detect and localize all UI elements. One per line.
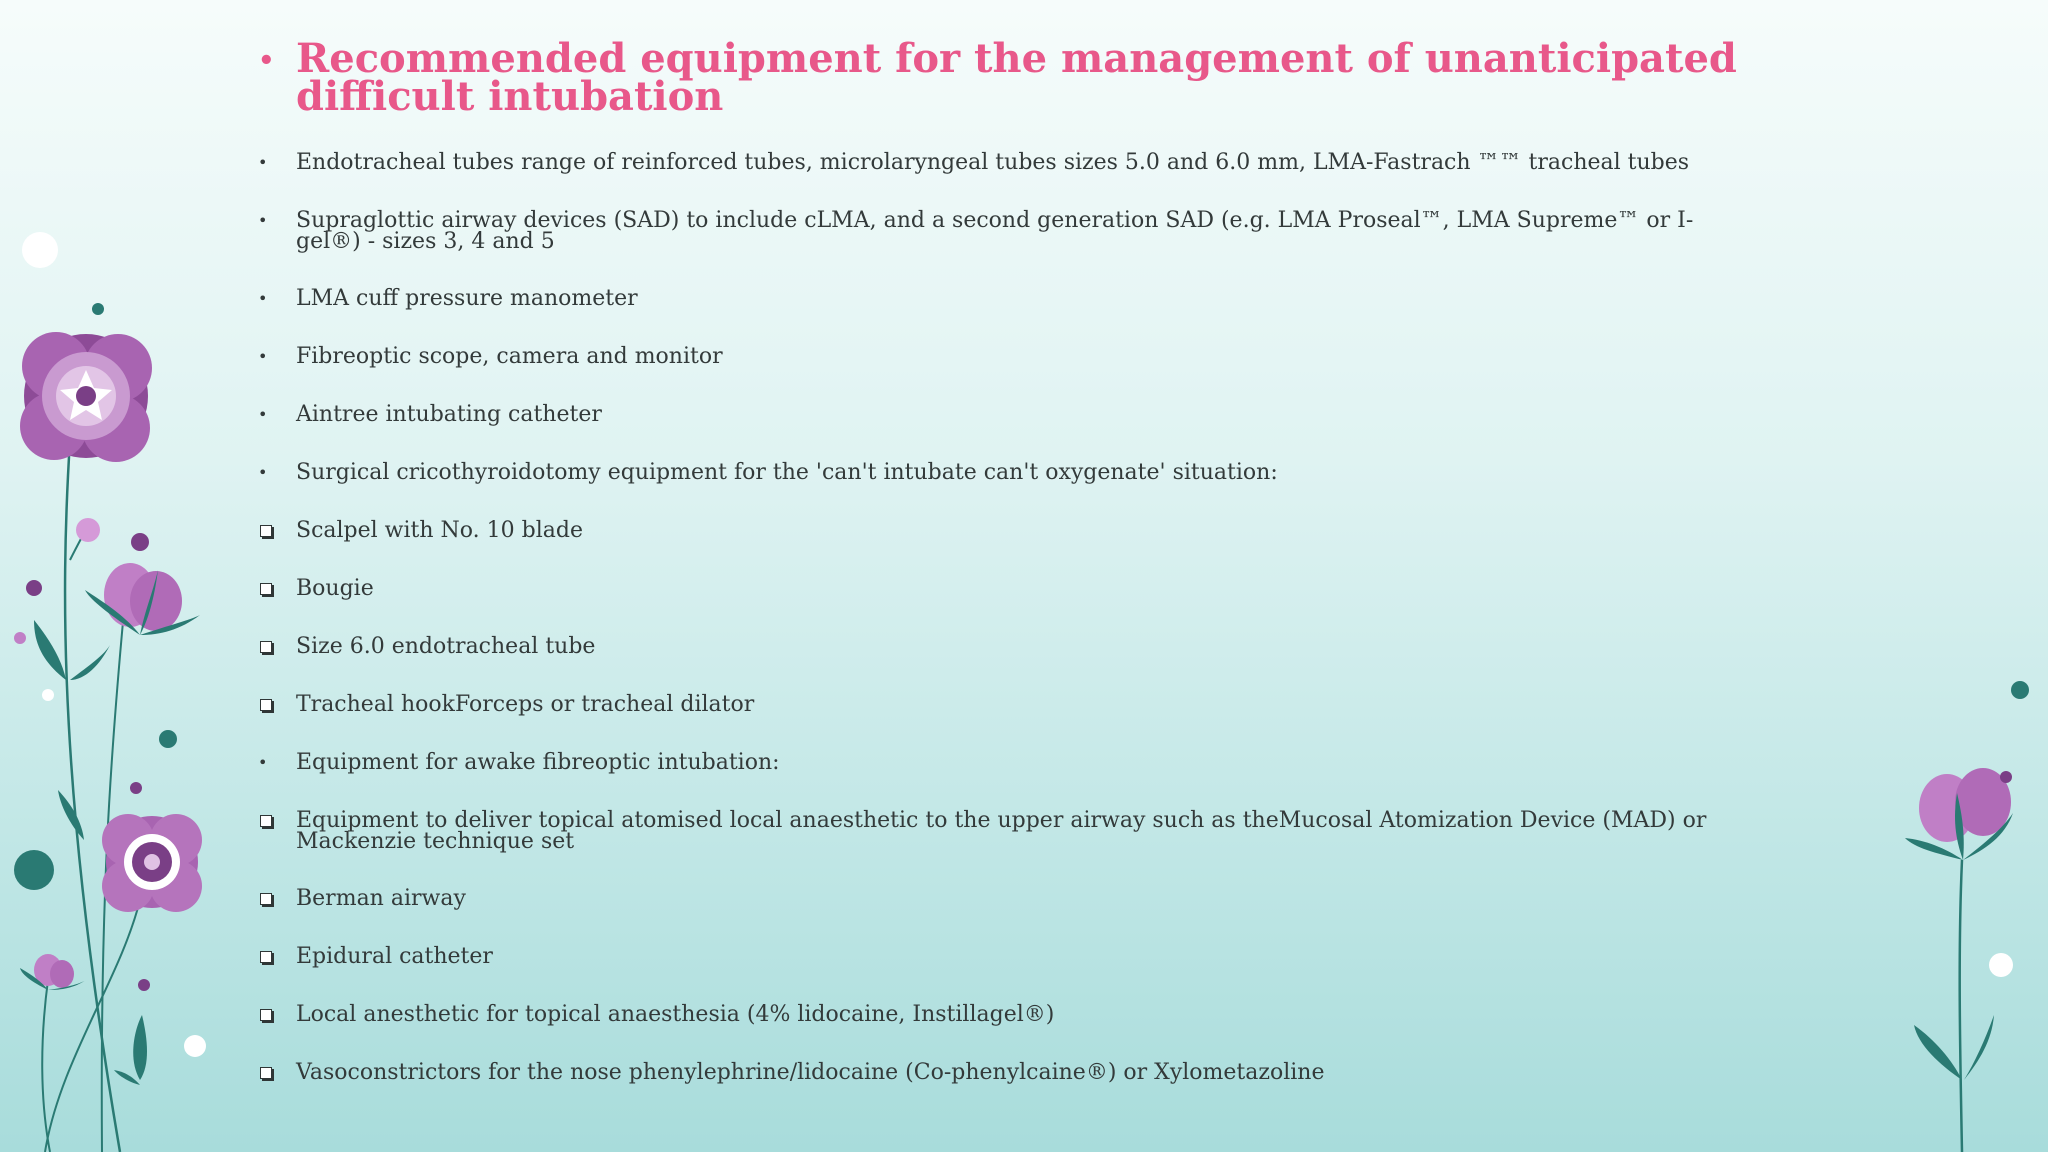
- bullet-dot-icon: •: [258, 289, 268, 308]
- left-flower-decoration: [0, 0, 230, 1152]
- list-item: Size 6.0 endotracheal tube: [258, 636, 1738, 657]
- list-item: • LMA cuff pressure manometer: [258, 286, 638, 311]
- checkbox-square-icon: [258, 1004, 296, 1025]
- list-item: • Equipment for awake fibreoptic intubation:: [258, 750, 780, 775]
- list-item: • Supraglottic airway devices (SAD) to include cLMA, and a second generation SAD (e.g. LMA Proseal™, LMA Supreme™ or I-gel®) - sizes 3, 4 and 5: [258, 208, 1694, 254]
- checkbox-square-icon: [258, 946, 296, 967]
- list-item: Bougie: [258, 578, 1738, 599]
- checkbox-square-icon: [258, 694, 296, 715]
- checkbox-square-icon: [258, 888, 296, 909]
- checkbox-square-icon: [258, 578, 296, 599]
- bullet-dot-icon: •: [258, 211, 268, 230]
- list-item: Scalpel with No. 10 blade: [258, 520, 1738, 541]
- checkbox-square-icon: [258, 810, 296, 831]
- title-bullet-icon: •: [258, 46, 275, 76]
- slide-title: [258, 35, 1758, 120]
- list-item: • Aintree intubating catheter: [258, 402, 602, 427]
- list-item: Berman airway: [258, 888, 1738, 909]
- checkbox-square-icon: [258, 520, 296, 541]
- checkbox-square-icon: [258, 636, 296, 657]
- list-item: Epidural catheter: [258, 946, 1738, 967]
- slide-title-text: Recommended equipment for the management of unanticipated difficult intubation: [296, 35, 1737, 120]
- list-item: Tracheal hookForceps or tracheal dilator: [258, 694, 1738, 715]
- bullet-dot-icon: •: [258, 753, 268, 772]
- bullet-dot-icon: •: [258, 347, 268, 366]
- list-item: Vasoconstrictors for the nose phenylephrine/lidocaine (Co-phenylcaine®) or Xylometazoline: [258, 1062, 1738, 1083]
- list-item: • Surgical cricothyroidotomy equipment for the 'can't intubate can't oxygenate' situation:: [258, 460, 1278, 485]
- list-item: Equipment to deliver topical atomised local anaesthetic to the upper airway such as theMucosal Atomization Device (MAD) or Mackenzie technique set: [258, 810, 1738, 852]
- bullet-dot-icon: •: [258, 405, 268, 424]
- list-item: • Endotracheal tubes range of reinforced tubes, microlaryngeal tubes sizes 5.0 and 6.0 mm, LMA-Fastrach ™™ tracheal tubes: [258, 150, 1690, 175]
- bullet-dot-icon: •: [258, 463, 268, 482]
- list-item: Local anesthetic for topical anaesthesia (4% lidocaine, Instillagel®): [258, 1004, 1738, 1025]
- checkbox-square-icon: [258, 1062, 296, 1083]
- list-item: • Fibreoptic scope, camera and monitor: [258, 344, 723, 369]
- bullet-dot-icon: •: [258, 153, 268, 172]
